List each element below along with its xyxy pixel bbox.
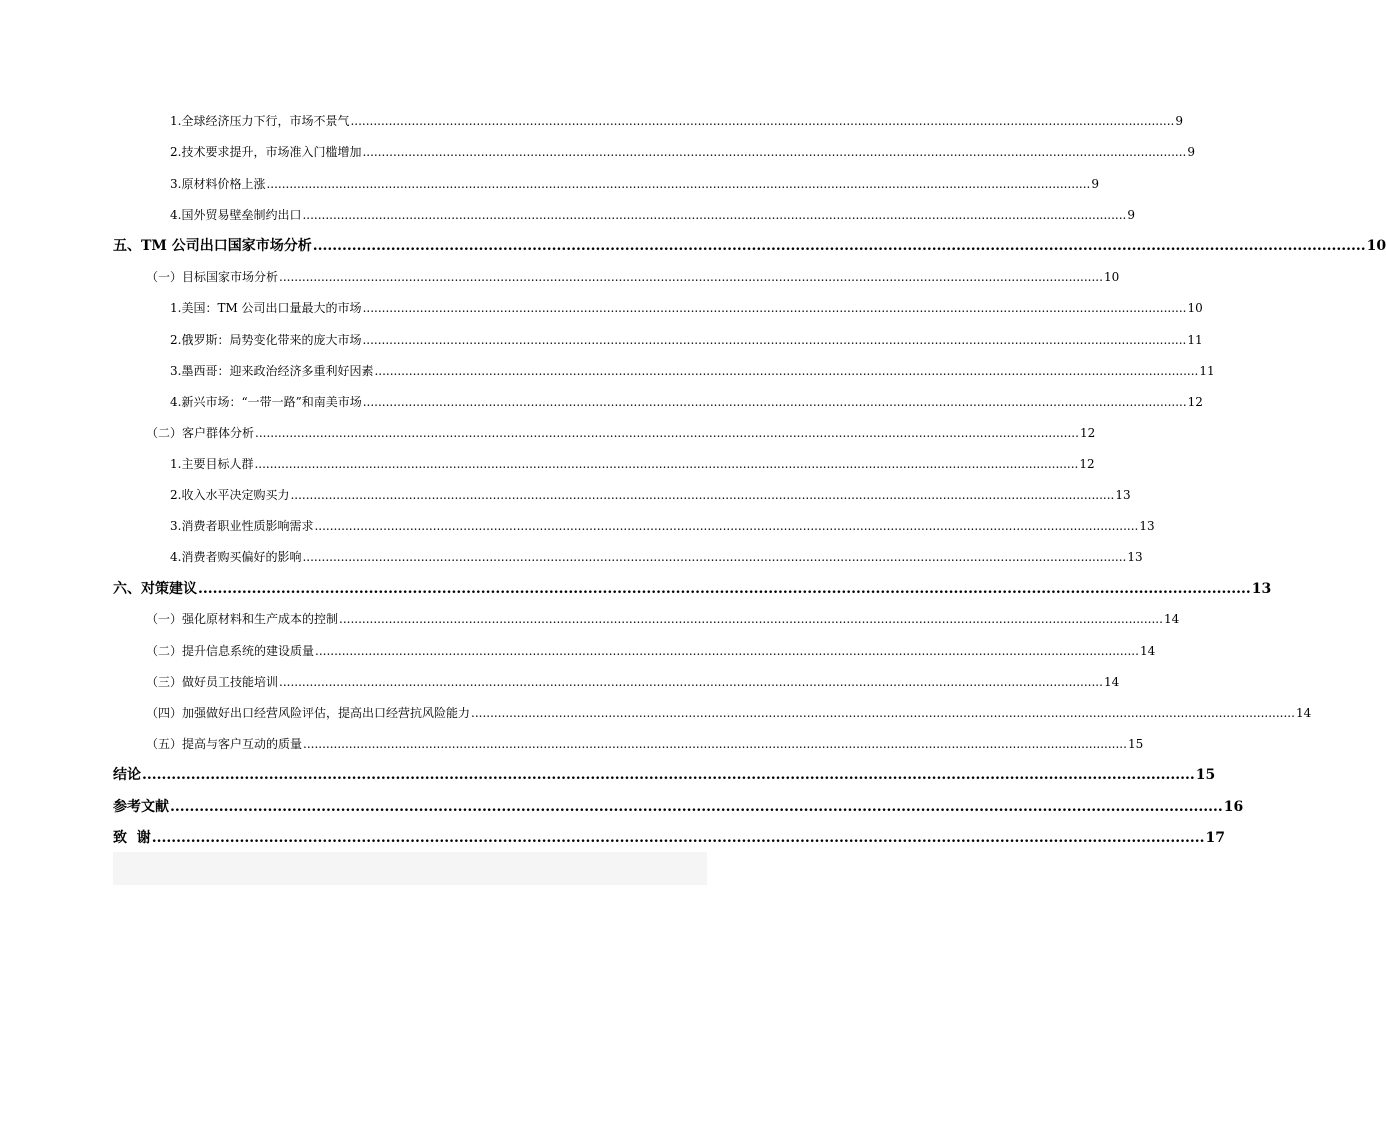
toc-leader-dots: ........................................................................................................................................................................................................................	[142, 767, 1195, 783]
toc-leader-dots: ........................................................................................................................................................................................................................	[290, 488, 1115, 502]
toc-leader-dots: ........................................................................................................................................................................................................................	[362, 395, 1187, 409]
toc-entry-title: （一）目标国家市场分析	[146, 270, 279, 284]
toc-leader-dots: ........................................................................................................................................................................................................................	[312, 238, 1366, 254]
toc-page-number: 9	[1175, 114, 1184, 128]
toc-entry-title: 1.美国：TM 公司出口量最大的市场	[170, 301, 362, 315]
toc-page-number: 13	[1115, 488, 1131, 502]
toc-leader-dots: ........................................................................................................................................................................................................................	[303, 737, 1127, 751]
toc-leader-dots: ........................................................................................................................................................................................................................	[254, 457, 1079, 471]
toc-page-number: 9	[1187, 145, 1196, 159]
toc-entry-chapter[interactable]	[113, 580, 1272, 598]
toc-page-number: 14	[1103, 675, 1120, 689]
toc-leader-dots: ........................................................................................................................................................................................................................	[266, 177, 1091, 191]
toc-entry-title: 1.全球经济压力下行，市场不景气	[170, 114, 350, 128]
toc-entry-chapter[interactable]	[113, 829, 1226, 847]
toc-entry[interactable]	[113, 113, 1184, 129]
toc-page-number: 10	[1103, 270, 1120, 284]
toc-page-number: 9	[1091, 177, 1100, 191]
toc-leader-dots: ........................................................................................................................................................................................................................	[350, 114, 1175, 128]
toc-entry-chapter[interactable]	[113, 766, 1216, 784]
toc-page-number: 12	[1187, 395, 1203, 409]
toc-leader-dots: ........................................................................................................................................................................................................................	[314, 519, 1139, 533]
toc-leader-dots: ........................................................................................................................................................................................................................	[302, 550, 1127, 564]
toc-entry[interactable]	[113, 363, 1215, 379]
toc-entry-title: （二）客户群体分析	[146, 426, 255, 440]
toc-entry[interactable]	[113, 269, 1120, 285]
toc-entry-title: 3.墨西哥：迎来政治经济多重利好因素	[170, 364, 374, 378]
toc-entry-title: 五、TM 公司出口国家市场分析	[113, 238, 312, 254]
toc-entry-title: 参考文献	[113, 799, 169, 815]
toc-leader-dots: ........................................................................................................................................................................................................................	[255, 426, 1079, 440]
toc-page-number: 15	[1195, 767, 1216, 783]
toc-page-number: 9	[1127, 208, 1136, 222]
toc-entry-title: （五）提高与客户互动的质量	[146, 737, 303, 751]
toc-entry[interactable]	[113, 300, 1203, 316]
toc-entry-chapter[interactable]	[113, 237, 1386, 255]
toc-entry[interactable]	[113, 456, 1095, 472]
toc-leader-dots: ........................................................................................................................................................................................................................	[279, 270, 1103, 284]
toc-entry[interactable]	[113, 549, 1143, 565]
toc-page-number: 11	[1199, 364, 1215, 378]
toc-leader-dots: ........................................................................................................................................................................................................................	[302, 208, 1127, 222]
toc-page-number: 13	[1127, 550, 1143, 564]
toc-entry-title: 4.新兴市场：“一带一路”和南美市场	[170, 395, 362, 409]
toc-entry[interactable]	[113, 674, 1120, 690]
toc-entry-title: 3.原材料价格上涨	[170, 177, 266, 191]
toc-page-number: 12	[1079, 426, 1096, 440]
toc-page-number: 13	[1139, 519, 1155, 533]
toc-leader-dots: ........................................................................................................................................................................................................................	[198, 581, 1251, 597]
toc-page-number: 10	[1366, 238, 1386, 254]
toc-leader-dots: ........................................................................................................................................................................................................................	[339, 612, 1163, 626]
toc-page-number: 14	[1139, 644, 1156, 658]
toc-entry[interactable]	[113, 487, 1131, 503]
toc-page-number: 14	[1163, 612, 1180, 626]
toc-entry-title: 致 谢	[113, 830, 151, 846]
toc-page-number: 16	[1223, 799, 1244, 815]
toc-page-number: 17	[1205, 830, 1226, 846]
toc-entry-title: 3.消费者职业性质影响需求	[170, 519, 314, 533]
toc-entry-title: 2.收入水平决定购买力	[170, 488, 290, 502]
toc-entry-title: 1.主要目标人群	[170, 457, 254, 471]
toc-page-number: 10	[1187, 301, 1203, 315]
toc-leader-dots: ........................................................................................................................................................................................................................	[362, 301, 1187, 315]
toc-entry-title: （三）做好员工技能培训	[146, 675, 279, 689]
toc-entry-title: 结论	[113, 767, 141, 783]
toc-entry-title: （四）加强做好出口经营风险评估，提高出口经营抗风险能力	[146, 706, 471, 720]
footer-shaded-band	[113, 852, 707, 885]
toc-entry-chapter[interactable]	[113, 798, 1244, 816]
toc-entry-title: 六、对策建议	[113, 581, 197, 597]
toc-entry[interactable]	[113, 332, 1203, 348]
toc-leader-dots: ........................................................................................................................................................................................................................	[362, 145, 1187, 159]
toc-entry-title: 4.国外贸易壁垒制约出口	[170, 208, 302, 222]
toc-entry-title: 2.技术要求提升，市场准入门槛增加	[170, 145, 362, 159]
toc-entry[interactable]	[113, 176, 1100, 192]
toc-entry[interactable]	[113, 394, 1203, 410]
toc-entry[interactable]	[113, 518, 1155, 534]
toc-page-number: 15	[1127, 737, 1144, 751]
toc-entry-title: （二）提升信息系统的建设质量	[146, 644, 315, 658]
toc-entry[interactable]	[113, 643, 1156, 659]
toc-leader-dots: ........................................................................................................................................................................................................................	[471, 706, 1295, 720]
toc-entry-title: （一）强化原材料和生产成本的控制	[146, 612, 339, 626]
toc-entry[interactable]	[113, 207, 1136, 223]
toc-leader-dots: ........................................................................................................................................................................................................................	[170, 799, 1223, 815]
toc-entry[interactable]	[113, 611, 1180, 627]
toc-page-number: 14	[1295, 706, 1312, 720]
toc-entry-title: 2.俄罗斯：局势变化带来的庞大市场	[170, 333, 362, 347]
toc-entry-title: 4.消费者购买偏好的影响	[170, 550, 302, 564]
toc-leader-dots: ........................................................................................................................................................................................................................	[362, 333, 1187, 347]
toc-entry[interactable]	[113, 705, 1312, 721]
toc-leader-dots: ........................................................................................................................................................................................................................	[374, 364, 1199, 378]
toc-leader-dots: ........................................................................................................................................................................................................................	[279, 675, 1103, 689]
toc-page-number: 12	[1079, 457, 1095, 471]
toc-entry[interactable]	[113, 736, 1144, 752]
toc-entry[interactable]	[113, 144, 1196, 160]
toc-page-number: 13	[1251, 581, 1272, 597]
toc-leader-dots: ........................................................................................................................................................................................................................	[151, 830, 1205, 846]
toc-leader-dots: ........................................................................................................................................................................................................................	[315, 644, 1139, 658]
toc-page-number: 11	[1187, 333, 1203, 347]
toc-entry[interactable]	[113, 425, 1096, 441]
